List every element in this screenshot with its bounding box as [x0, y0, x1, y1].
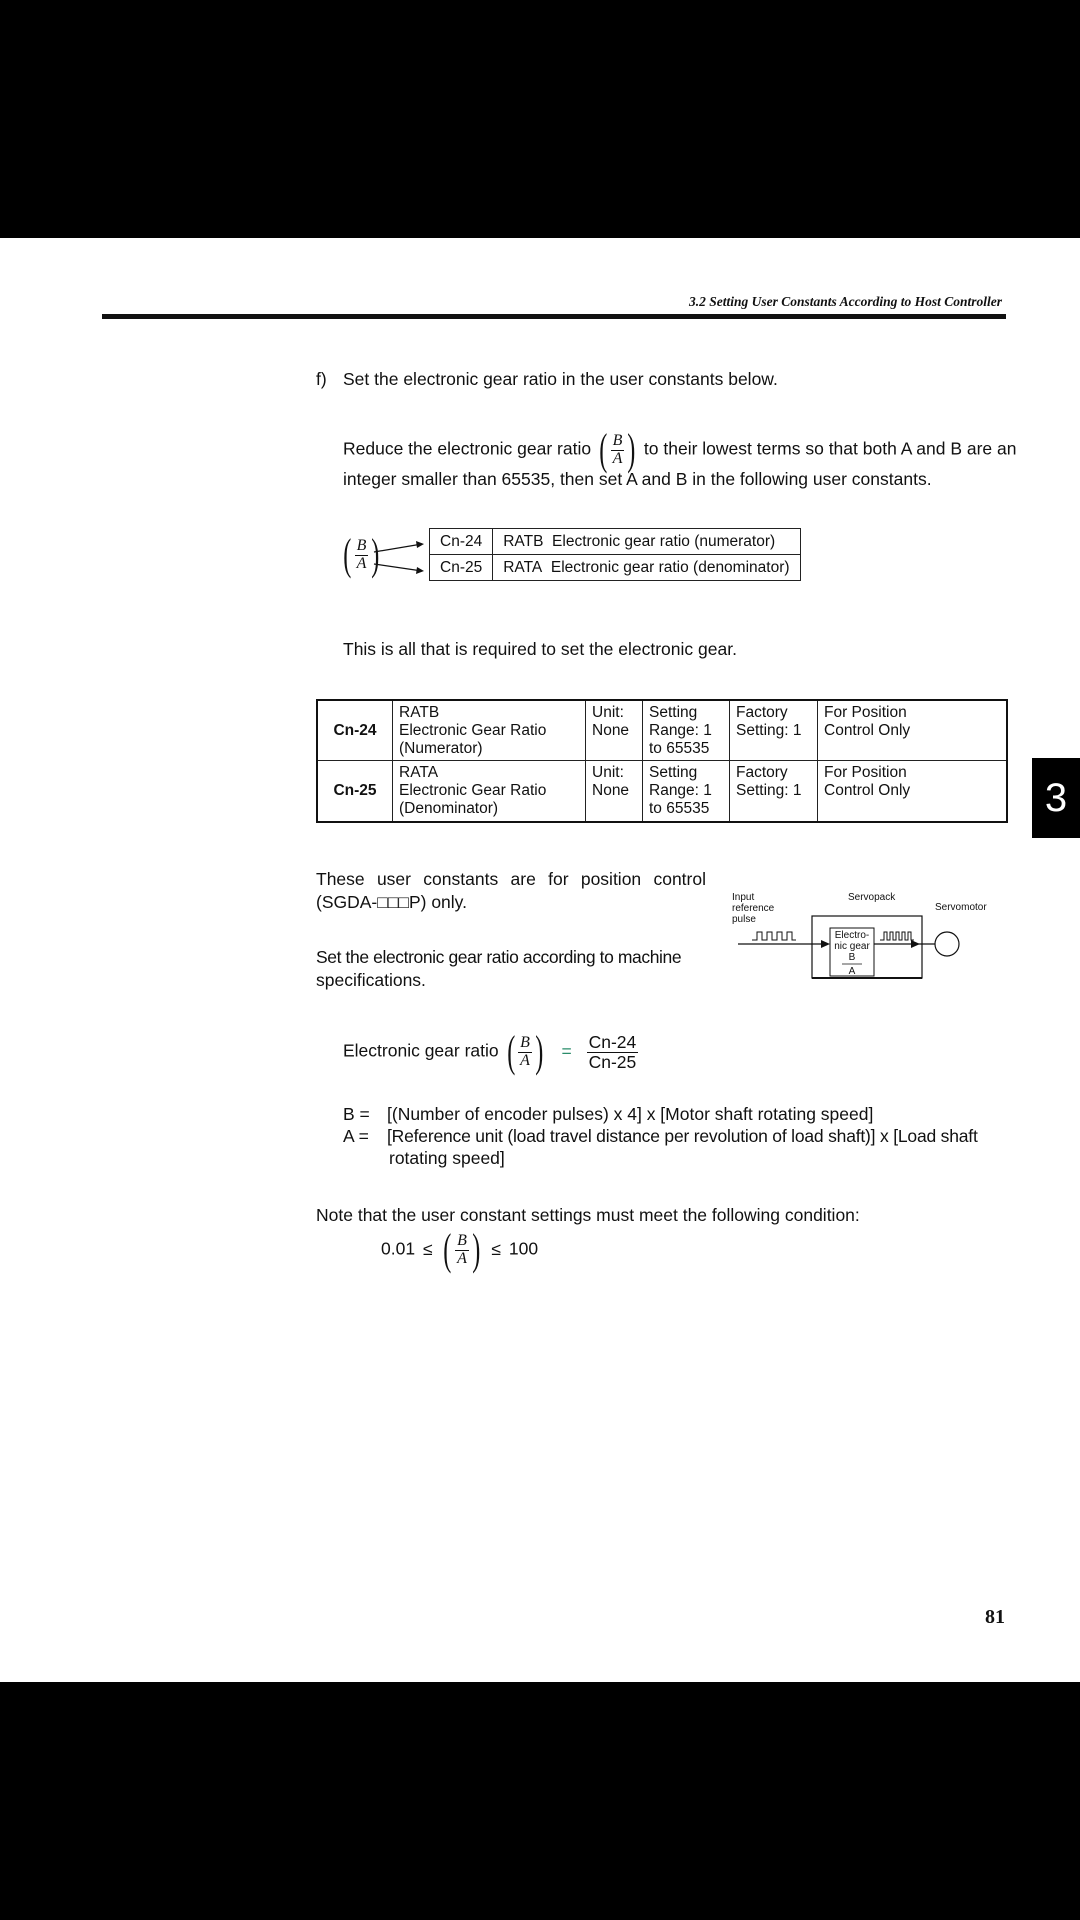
setting-line: Range: 1 [649, 721, 712, 739]
table-row [317, 700, 1007, 761]
cell-desc-text: Electronic gear ratio (denominator) [550, 558, 790, 576]
position-note-1: These user constants are for position control [316, 869, 706, 889]
cell-name: RATA [503, 558, 543, 576]
ba-fraction: ( $\frac{B}{A}$ ) [599, 425, 636, 474]
factory-line: Factory [736, 704, 788, 721]
cell-factory [730, 761, 818, 822]
frac-num-2: B [356, 536, 367, 554]
cell-code: Cn-24 [430, 529, 493, 555]
reduce-paragraph [343, 425, 1017, 474]
table-row [430, 555, 801, 581]
formula-prefix: Electronic gear ratio [343, 1040, 499, 1061]
servomotor-label: Servomotor [935, 902, 987, 913]
servo-diagram [730, 888, 1000, 1038]
box-num: B [848, 952, 856, 963]
name-line: RATB [399, 704, 440, 721]
use-line: For Position [824, 764, 907, 782]
use-line: Control Only [824, 782, 911, 800]
frac-num: B [612, 431, 623, 449]
ba-fraction-small: ( $\frac{B}{A}$ ) [343, 530, 380, 579]
cell-setting [643, 761, 730, 822]
cell-setting [643, 700, 730, 761]
item-label: f) [316, 369, 327, 389]
frac-den: A [612, 449, 623, 467]
cell-name: RATB [503, 532, 544, 550]
reduce-line-2: integer smaller than 65535, then set A and B in the following user constants. [343, 469, 932, 489]
table-row [317, 761, 1007, 822]
ba-fraction: ( $\frac{B}{A}$ ) [443, 1225, 481, 1274]
setting-line: Range: 1 [649, 782, 712, 800]
gear-ratio-formula [343, 1027, 638, 1076]
document-page [0, 238, 1080, 1682]
formula-num: Cn-24 [588, 1032, 637, 1053]
user-constants-table [316, 699, 1008, 823]
input-label-line: reference [732, 903, 775, 914]
cell-code: Cn-25 [430, 555, 493, 581]
factory-line: Setting: 1 [736, 782, 802, 800]
factory-line: Setting: 1 [736, 721, 802, 739]
item-f-text: Set the electronic gear ratio in the user constants below. [343, 369, 778, 389]
table-row [430, 529, 801, 555]
factory-line: Factory [736, 764, 788, 782]
name-line: (Numerator) [399, 739, 483, 757]
setting-line: to 65535 [649, 800, 710, 818]
name-line: Electronic Gear Ratio [399, 721, 547, 739]
cell-code: Cn-24 [317, 700, 393, 761]
a-label: A = [343, 1126, 369, 1146]
cell-desc-text: Electronic gear ratio (numerator) [552, 532, 776, 550]
chapter-tab: 3 [1032, 758, 1080, 838]
box-line: nic gear [834, 941, 870, 952]
position-note-2: (SGDA-□□□P) only. [316, 892, 467, 912]
cond-high: 100 [508, 1238, 539, 1259]
unit-line: None [592, 721, 630, 739]
unit-line: Unit: [592, 704, 624, 721]
unit-line: Unit: [592, 764, 624, 782]
b-definition: [(Number of encoder pulses) x 4] x [Motor shaft rotating speed] [387, 1104, 874, 1124]
b-label: B = [343, 1104, 370, 1124]
formula-den: Cn-25 [588, 1051, 637, 1072]
cell-unit [586, 700, 643, 761]
a-definition-2: rotating speed] [389, 1148, 505, 1168]
frac-num: B [520, 1033, 530, 1051]
cn-fraction [587, 1033, 639, 1071]
machine-note-1: Set the electronic gear ratio according to machine [316, 947, 682, 967]
reduce-prefix: Reduce the electronic gear ratio [343, 438, 592, 459]
cell-factory [730, 700, 818, 761]
setting-line: to 65535 [649, 739, 710, 757]
cell-unit [586, 761, 643, 822]
ba-fraction: ( $\frac{B}{A}$ ) [506, 1027, 544, 1076]
condition-text: Note that the user constant settings must meet the following condition: [316, 1205, 860, 1225]
cell-desc [493, 529, 800, 555]
box-den: A [848, 966, 856, 977]
servopack-label: Servopack [848, 892, 896, 903]
cond-le: ≤ [422, 1238, 433, 1259]
cond-low: 0.01 [381, 1238, 416, 1259]
gear-box-label [832, 930, 872, 977]
user-constants-small-table [429, 528, 801, 581]
machine-note-2: specifications. [316, 970, 426, 990]
use-line: For Position [824, 704, 907, 721]
name-line: (Denominator) [399, 800, 499, 818]
cell-name [393, 761, 586, 822]
required-text: This is all that is required to set the electronic gear. [343, 639, 737, 659]
cell-name [393, 700, 586, 761]
unit-line: None [592, 782, 630, 800]
frac-den: A [457, 1249, 467, 1267]
name-line: RATA [399, 764, 439, 782]
arrows-to-table [372, 538, 432, 578]
box-line: Electro- [834, 930, 870, 941]
cell-use [818, 761, 1008, 822]
frac-num: B [457, 1231, 467, 1249]
use-line: Control Only [824, 721, 911, 739]
name-line: Electronic Gear Ratio [399, 782, 547, 800]
cell-use [818, 700, 1008, 761]
running-header: 3.2 Setting User Constants According to Host Controller [688, 294, 1002, 309]
frac-den-2: A [356, 554, 367, 572]
cond-le: ≤ [491, 1238, 501, 1259]
setting-line: Setting [649, 764, 698, 782]
page-number: 81 [985, 1606, 1005, 1628]
cell-desc [493, 555, 800, 581]
condition-formula [381, 1225, 539, 1274]
header-rule [102, 314, 1006, 319]
equals-sign: = [561, 1040, 572, 1061]
input-label-line: pulse [732, 914, 756, 925]
reduce-suffix: to their lowest terms so that both A and B are an [643, 438, 1017, 459]
a-definition: [Reference unit (load travel distance per revolution of load shaft)] x [Load shaft [387, 1126, 978, 1146]
input-label-line: Input [732, 892, 755, 903]
setting-line: Setting [649, 704, 698, 721]
cell-code: Cn-25 [317, 761, 393, 822]
frac-den: A [520, 1051, 530, 1069]
